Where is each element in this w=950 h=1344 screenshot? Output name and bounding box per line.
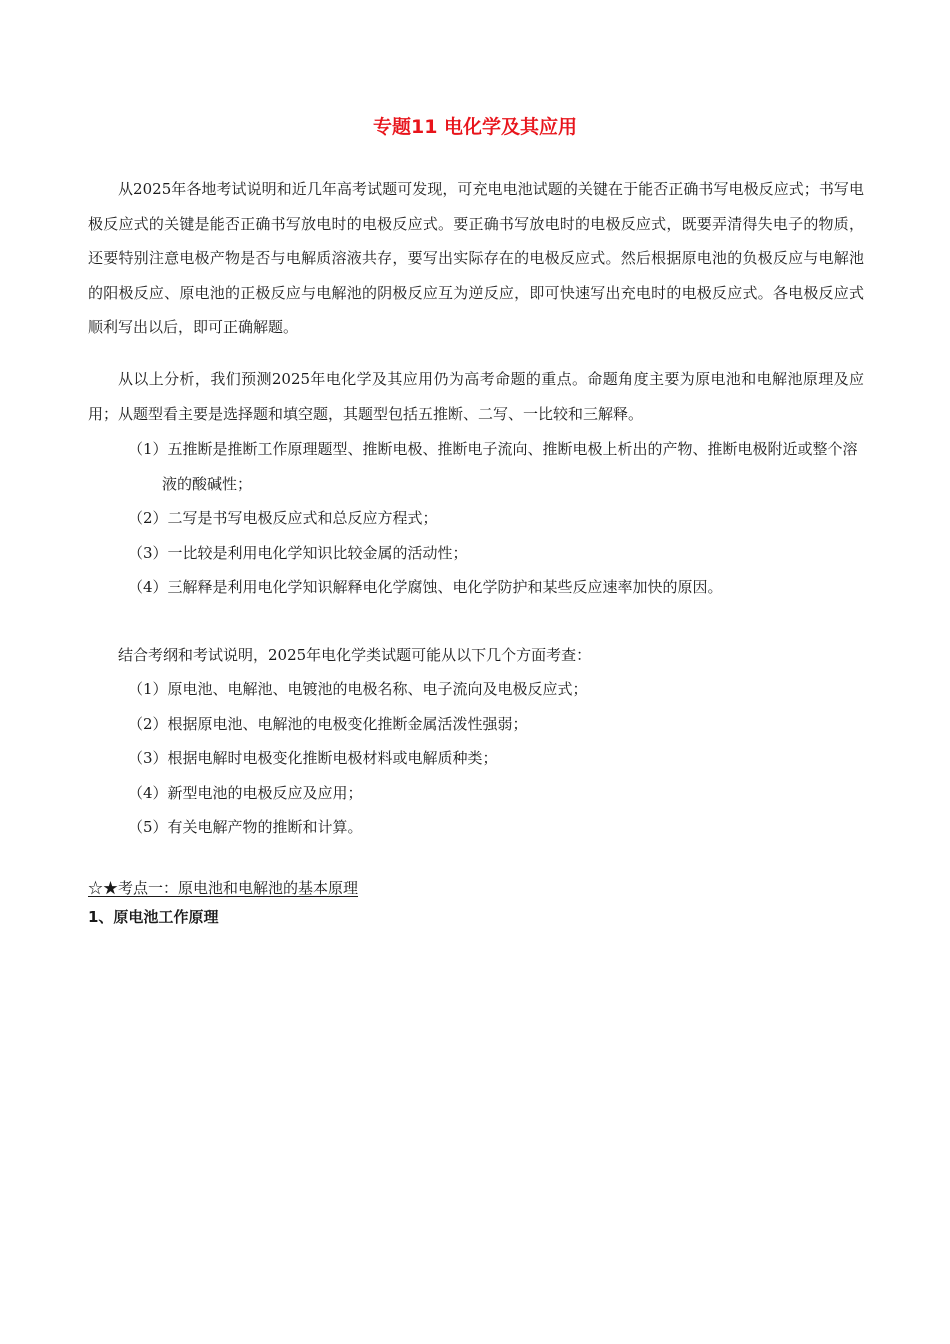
analysis-list xyxy=(128,432,868,605)
list-item xyxy=(128,810,588,845)
list-item xyxy=(128,432,868,501)
list-item xyxy=(128,536,868,571)
list-item-text: 有关电解产物的推断和计算。 xyxy=(167,818,363,837)
list-item-number: （4） xyxy=(128,578,168,597)
list-item-number: （3） xyxy=(128,749,168,768)
intro-paragraph-2: 从以上分析，我们预测2025年电化学及其应用仍为高考命题的重点。命题角度主要为原电池和电解池原理及应用；从题型看主要是选择题和填空题，其题型包括五推断、二写、一比较和三解释。 xyxy=(88,370,864,423)
section-subheading: 1、原电池工作原理 xyxy=(88,908,219,926)
list-item-text: 根据原电池、电解池的电极变化推断金属活泼性强弱； xyxy=(167,714,528,733)
list-item xyxy=(128,707,588,742)
list-item-number: （1） xyxy=(128,440,168,458)
list-item xyxy=(128,741,588,776)
list-item-number: （4） xyxy=(128,783,168,802)
list-item xyxy=(128,672,588,707)
list-item-number: （2） xyxy=(128,509,168,528)
intro-paragraph-1: 从2025年各地考试说明和近几年高考试题可发现，可充电电池试题的关键在于能否正确书写电极反应式；书写电极反应式的关键是能否正确书写放电时的电极反应式。要正确书写放电时的电极反应式，既要弄清得失电子的物质，还要特别注意电极产物是否与电解质溶液共存，要写出实际存在的电极反应式。然后根据原电池的负极反应与电解池的阳极反应、原电池的正极反应与电解池的阴极反应互为逆反应，即可快速写出充电时的电极反应式。各电极反应式顺利写出以后，即可正确解题。 xyxy=(88,180,864,337)
list-item-text: 原电池、电解池、电镀池的电极名称、电子流向及电极反应式； xyxy=(167,680,588,698)
exam-list xyxy=(128,672,588,845)
list-item-text: 二写是书写电极反应式和总反应方程式； xyxy=(167,509,438,528)
list-item-number: （5） xyxy=(128,818,168,837)
exam-intro: 结合考纲和考试说明，2025年电化学类试题可能从以下几个方面考查： xyxy=(118,646,592,664)
list-item-text: 五推断是推断工作原理题型、推断电极、推断电子流向、推断电极上析出的产物、推断电极附近或整个溶液的酸碱性； xyxy=(162,440,858,493)
section-heading: ☆★考点一：原电池和电解池的基本原理 xyxy=(88,879,359,897)
list-item-number: （2） xyxy=(128,714,168,733)
list-item-number: （3） xyxy=(128,543,168,562)
list-item xyxy=(128,776,588,811)
list-item-text: 一比较是利用电化学知识比较金属的活动性； xyxy=(167,543,468,562)
list-item-text: 三解释是利用电化学知识解释电化学腐蚀、电化学防护和某些反应速率加快的原因。 xyxy=(167,578,723,597)
list-item xyxy=(128,501,868,536)
list-item xyxy=(128,570,868,605)
list-item-text: 根据电解时电极变化推断电极材料或电解质种类； xyxy=(167,749,498,768)
list-item-text: 新型电池的电极反应及应用； xyxy=(167,783,363,802)
page-title: 专题11 电化学及其应用 xyxy=(372,116,578,138)
list-item-number: （1） xyxy=(128,680,168,698)
